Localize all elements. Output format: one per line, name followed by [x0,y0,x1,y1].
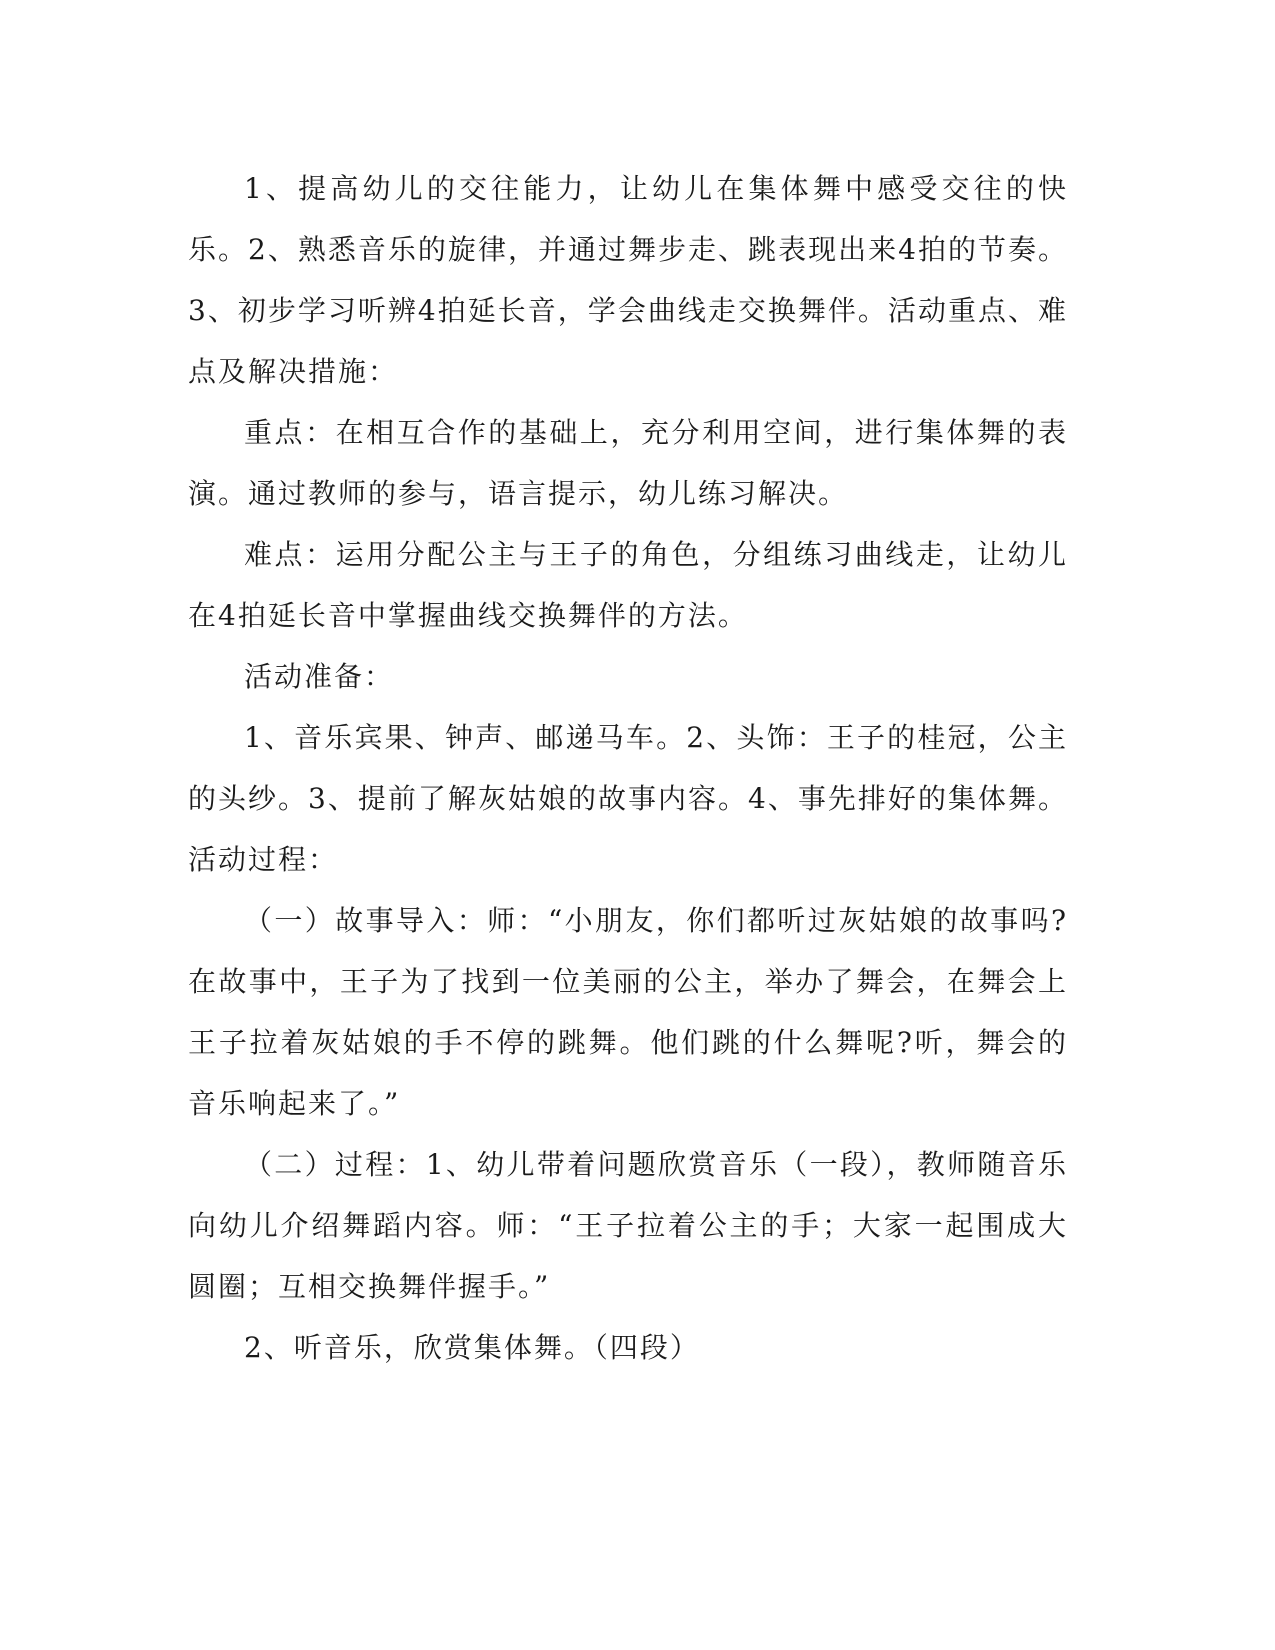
paragraph-key-point: 重点：在相互合作的基础上，充分利用空间，进行集体舞的表演。通过教师的参与，语言提示，幼儿练习解决。 [188,416,1068,510]
document-body [188,158,1068,1378]
paragraph-story-intro: （一）故事导入：师：“小朋友，你们都听过灰姑娘的故事吗?在故事中，王子为了找到一位美丽的公主，举办了舞会，在舞会上王子拉着灰姑娘的手不停的跳舞。他们跳的什么舞呢?听，舞会的音乐响起来了。” [188,904,1068,1120]
paragraph-preparation-items: 1、音乐宾果、钟声、邮递马车。2、头饰：王子的桂冠，公主的头纱。3、提前了解灰姑娘的故事内容。4、事先排好的集体舞。活动过程： [188,721,1068,876]
paragraph-listen-music: 2、听音乐，欣赏集体舞。（四段） [244,1331,700,1364]
paragraph-process: （二）过程：1、幼儿带着问题欣赏音乐（一段），教师随音乐向幼儿介绍舞蹈内容。师：“王子拉着公主的手；大家一起围成大圆圈；互相交换舞伴握手。” [188,1148,1068,1303]
paragraph-difficulty: 难点：运用分配公主与王子的角色，分组练习曲线走，让幼儿在4拍延长音中掌握曲线交换舞伴的方法。 [188,538,1068,632]
paragraph-objectives: 1、提高幼儿的交往能力，让幼儿在集体舞中感受交往的快乐。2、熟悉音乐的旋律，并通过舞步走、跳表现出来4拍的节奏。3、初步学习听辨4拍延长音，学会曲线走交换舞伴。活动重点、难点及解决措施： [188,172,1068,388]
paragraph-preparation-heading: 活动准备： [244,660,395,693]
